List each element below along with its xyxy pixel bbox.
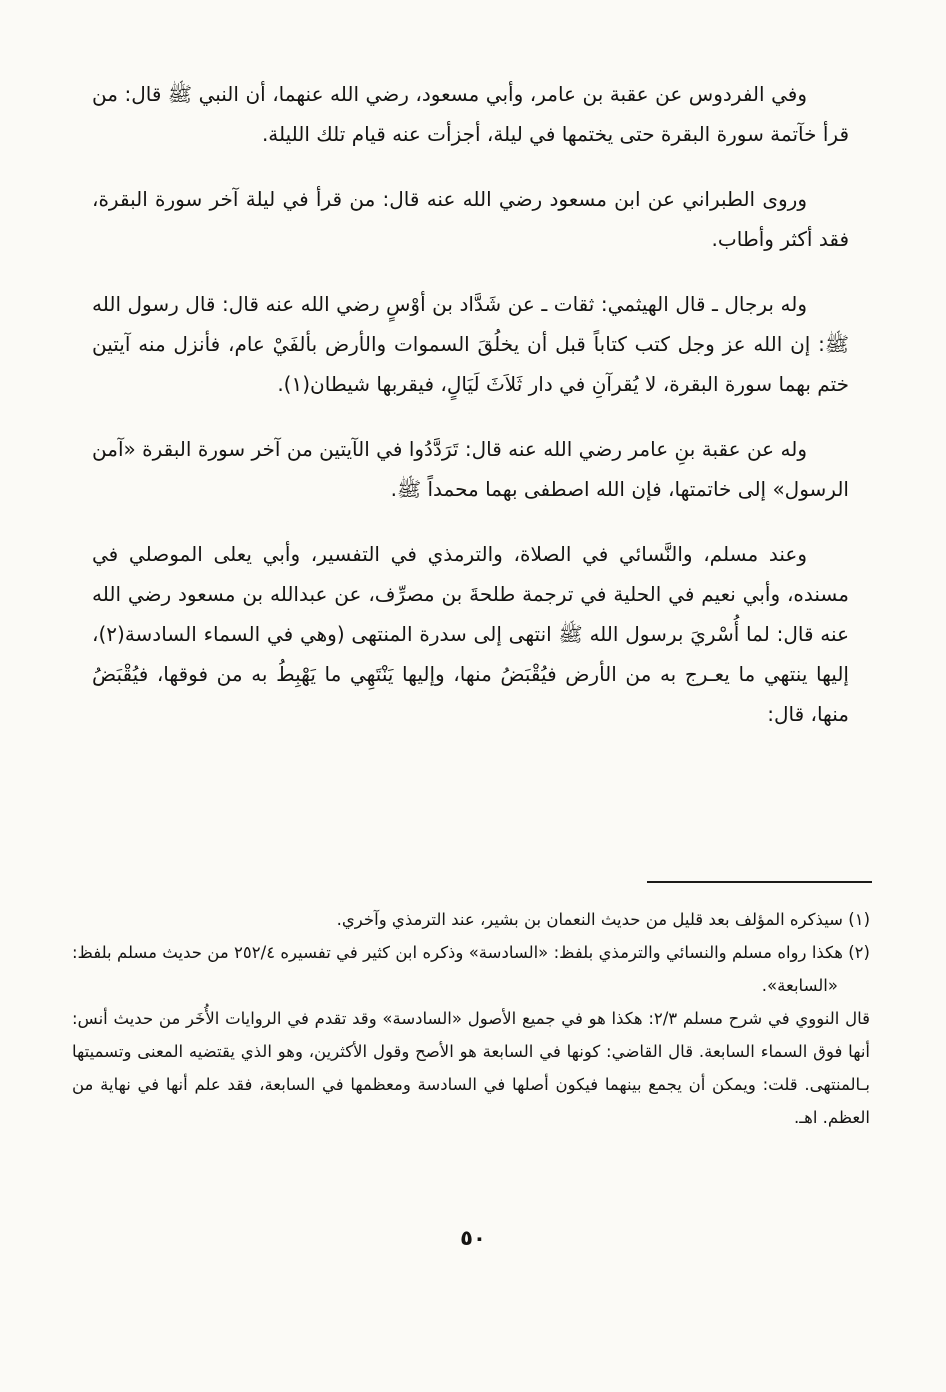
footnote-2 bbox=[72, 936, 870, 1002]
body-text bbox=[92, 74, 849, 734]
page-number: ٥٠ bbox=[460, 1226, 486, 1250]
paragraph-3: وله برجال ـ قال الهيثمي: ثقات ـ عن شَدَّاد بن أوْسٍ رضي الله عنه قال: قال رسول الله ﷺ: إن الله عز وجل كتب كتاباً قبل أن يخلُقَ السموات والأرض بألفَيْ عام، فأنزل منه آيتين ختم بهما سورة البقرة، لا يُقرآنِ في دار ثَلاَثَ لَيَالٍ، فيقربها شيطان(١). bbox=[92, 292, 849, 396]
paragraph-5: وعند مسلم، والنَّسائي في الصلاة، والترمذي في التفسير، وأبي يعلى الموصلي في مسنده، وأبي نعيم في الحلية في ترجمة طلحةَ بن مصرِّف، عن عبدالله بن مسعود رضي الله عنه قال: لما أُسْريَ برسول الله ﷺ انتهى إلى سدرة المنتهى (وهي في السماء السادسة(٢)، إليها ينتهي ما يعـرج به من الأرض فيُقْبَضُ منها، وإليها يَنْتَهِي ما يَهْبِطُ به من فوقها، فيُقْبَضُ منها، قال: bbox=[92, 542, 849, 726]
footnote-1 bbox=[72, 903, 870, 936]
paragraph-2: وروى الطبراني عن ابن مسعود رضي الله عنه قال: من قرأ في ليلة آخر سورة البقرة، فقد أكثر وأطاب. bbox=[92, 187, 849, 251]
footnote-1-text: سيذكره المؤلف بعد قليل من حديث النعمان بن بشير، عند الترمذي وآخري. bbox=[336, 910, 843, 929]
footnotes-block bbox=[72, 903, 870, 1134]
footnote-2-text: هكذا رواه مسلم والنسائي والترمذي بلفظ: «السادسة» وذكره ابن كثير في تفسيره ٢٥٢/٤ من حديث مسلم بلفظ: «السابعة». bbox=[72, 943, 843, 995]
paragraph-1: وفي الفردوس عن عقبة بن عامر، وأبي مسعود، رضي الله عنهما، أن النبي ﷺ قال: من قرأ خآتمة سورة البقرة حتى يختمها في ليلة، أجزأت عنه قيام تلك الليلة. bbox=[92, 82, 849, 146]
footnote-separator bbox=[647, 881, 872, 883]
footnote-2-continuation: قال النووي في شرح مسلم ٢/٣: هكذا هو في جميع الأصول «السادسة» وقد تقدم في الروايات الأُخَر من حديث أنس: أنها فوق السماء السابعة. قال القاضي: كونها في السابعة هو الأصح وقول الأكثرين، وهو الذي يقتضيه المعنى وتسميتها بـالمنتهى. قلت: ويمكن أن يجمع بينهما فيكون أصلها في السادسة ومعظمها في السابعة، فقد علم أنها في نهاية من العظم. اهـ. bbox=[72, 1009, 870, 1127]
footnote-1-marker: (١) bbox=[848, 910, 870, 929]
paragraph-4: وله عن عقبة بنِ عامر رضي الله عنه قال: تَرَدَّدُوا في الآيتين من آخر سورة البقرة «آمن الرسول» إلى خاتمتها، فإن الله اصطفى بهما محمداً ﷺ. bbox=[92, 437, 849, 501]
footnote-2-marker: (٢) bbox=[848, 943, 870, 962]
